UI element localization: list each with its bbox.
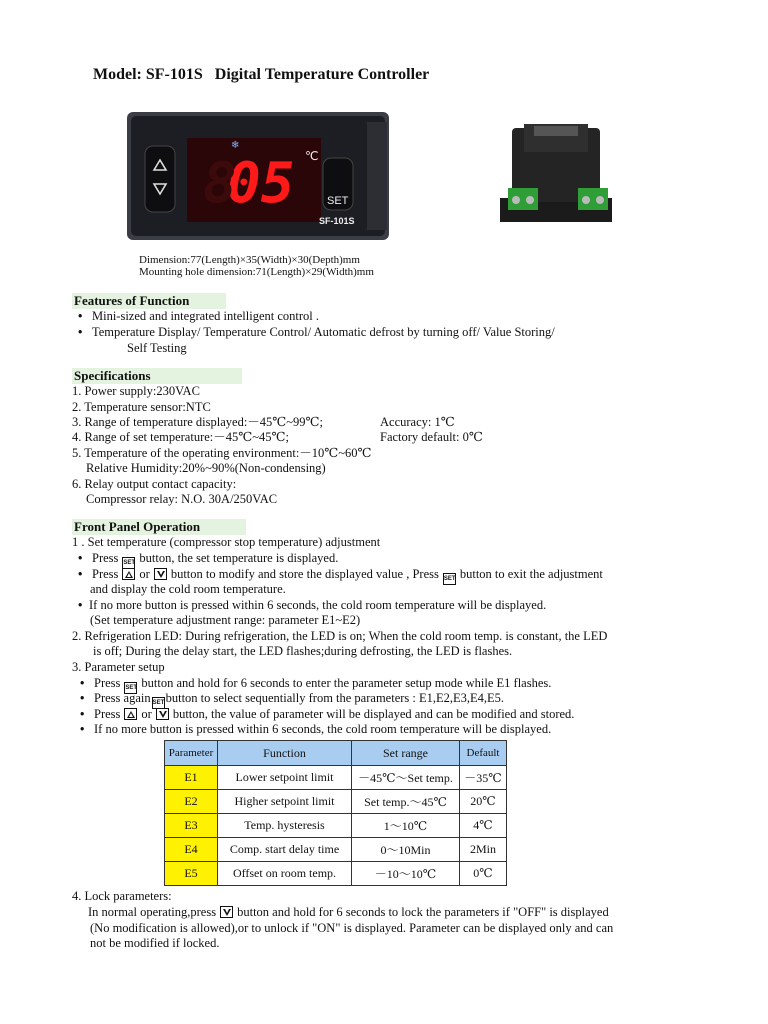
up-arrow-key-icon <box>124 708 137 720</box>
table-cell: －10～10℃ <box>352 862 460 886</box>
operation-bullet-continued: and display the cold room temperature. <box>90 582 286 596</box>
table-cell: 2Min <box>460 838 507 862</box>
table-cell: E1 <box>165 766 218 790</box>
features-heading: Features of Function <box>72 293 226 309</box>
table-row <box>165 766 507 790</box>
down-arrow-key-icon <box>220 906 233 918</box>
table-row <box>165 862 507 886</box>
spec-line: 1. Power supply:230VAC <box>72 384 200 398</box>
spec-line: 6. Relay output contact capacity: <box>72 477 237 491</box>
operation-bullet: • Press or button to modify and store the displayed value , Press SET button to exit the adjustment <box>78 567 603 585</box>
table-cell: Set temp.～45℃ <box>352 790 460 814</box>
svg-text:❄: ❄ <box>231 140 240 151</box>
lock-line: (No modification is allowed),or to unlock if "ON" is displayed. Parameter can be displayed only and can <box>90 921 614 935</box>
feature-item: • Temperature Display/ Temperature Control/ Automatic defrost by turning off/ Value Storing/ <box>78 325 555 339</box>
spec-line: Relative Humidity:20%~90%(Non-condensing) <box>86 461 326 475</box>
table-cell: Comp. start delay time <box>218 838 352 862</box>
operation-step: 2. Refrigeration LED: During refrigeration, the LED is on; When the cold room temp. is constant, the LED <box>72 629 608 643</box>
table-header: Set range <box>352 741 460 766</box>
operation-step: 1 . Set temperature (compressor stop temperature) adjustment <box>72 535 381 549</box>
set-key-icon: SET <box>443 573 456 585</box>
table-cell: E2 <box>165 790 218 814</box>
table-header-row <box>165 741 507 766</box>
lock-heading: 4. Lock parameters: <box>72 889 172 903</box>
operation-bullet: • If no more button is pressed within 6 seconds, the cold room temperature will be displayed. <box>78 598 547 612</box>
spec-line: 4. Range of set temperature:－45℃~45℃; <box>72 430 289 444</box>
table-header: Parameter <box>165 741 218 766</box>
operation-bullet: • Press SET button, the set temperature is displayed. <box>78 551 338 569</box>
operation-bullet: • If no more button is pressed within 6 seconds, the cold room temperature will be displayed. <box>80 722 552 736</box>
table-cell: Higher setpoint limit <box>218 790 352 814</box>
mounting-dimension-line: Mounting hole dimension:71(Length)×29(Width)mm <box>139 266 374 278</box>
table-cell: Lower setpoint limit <box>218 766 352 790</box>
table-cell: 20℃ <box>460 790 507 814</box>
set-key-icon: SET <box>124 682 137 694</box>
lock-line: In normal operating,press button and hold for 6 seconds to lock the parameters if "OFF" is displayed <box>88 905 609 919</box>
spec-line: 2. Temperature sensor:NTC <box>72 400 211 414</box>
set-key-icon: SET <box>122 557 135 569</box>
page-title: Model: SF-101S Digital Temperature Controller <box>93 66 430 83</box>
front-panel-heading: Front Panel Operation <box>72 519 246 535</box>
operation-bullet: • Press again SETbutton to select sequentially from the parameters : E1,E2,E3,E4,E5. <box>80 691 504 709</box>
parameter-table <box>164 740 507 886</box>
table-row <box>165 838 507 862</box>
svg-text:SF-101S: SF-101S <box>319 216 355 226</box>
table-row <box>165 790 507 814</box>
display-digits: 05 <box>227 151 295 216</box>
specifications-heading: Specifications <box>72 368 242 384</box>
spec-line: 5. Temperature of the operating environment:－10℃~60℃ <box>72 446 372 460</box>
table-cell: 0℃ <box>460 862 507 886</box>
lock-line: not be modified if locked. <box>90 936 220 950</box>
spec-line: Compressor relay: N.O. 30A/250VAC <box>86 492 278 506</box>
table-cell: 0～10Min <box>352 838 460 862</box>
svg-text:SET: SET <box>327 195 349 207</box>
operation-bullet: • Press SET button and hold for 6 seconds to enter the parameter setup mode while E1 flashes. <box>80 676 551 694</box>
table-cell: Temp. hysteresis <box>218 814 352 838</box>
table-cell: －45℃～Set temp. <box>352 766 460 790</box>
dimension-line: Dimension:77(Length)×35(Width)×30(Depth)mm <box>139 254 360 266</box>
table-cell: E4 <box>165 838 218 862</box>
table-cell: 4℃ <box>460 814 507 838</box>
set-key-icon: SET <box>152 697 165 709</box>
controller-device-image <box>127 112 389 240</box>
table-cell: E5 <box>165 862 218 886</box>
operation-bullet-continued: (Set temperature adjustment range: parameter E1~E2) <box>90 613 361 627</box>
table-header: Function <box>218 741 352 766</box>
table-cell: 1～10℃ <box>352 814 460 838</box>
feature-item: • Mini-sized and integrated intelligent control . <box>78 309 320 323</box>
table-cell: E3 <box>165 814 218 838</box>
feature-item-continued: Self Testing <box>127 341 187 355</box>
table-cell: Offset on room temp. <box>218 862 352 886</box>
svg-text:℃: ℃ <box>305 149 319 163</box>
up-arrow-key-icon <box>122 568 135 580</box>
operation-step: 3. Parameter setup <box>72 660 165 674</box>
spec-factory-default: Factory default: 0℃ <box>380 430 483 444</box>
table-cell: －35℃ <box>460 766 507 790</box>
table-row <box>165 814 507 838</box>
operation-step-continued: is off; During the delay start, the LED flashes;during defrosting, the LED is flashes. <box>93 644 513 658</box>
svg-text:8: 8 <box>203 151 237 216</box>
transformer-image <box>500 122 612 224</box>
down-arrow-key-icon <box>154 568 167 580</box>
table-header: Default <box>460 741 507 766</box>
operation-bullet: • Press or button, the value of parameter will be displayed and can be modified and stored. <box>80 707 575 721</box>
spec-line: 3. Range of temperature displayed:－45℃~99℃; <box>72 415 323 429</box>
down-arrow-key-icon <box>156 708 169 720</box>
spec-accuracy: Accuracy: 1℃ <box>380 415 455 429</box>
